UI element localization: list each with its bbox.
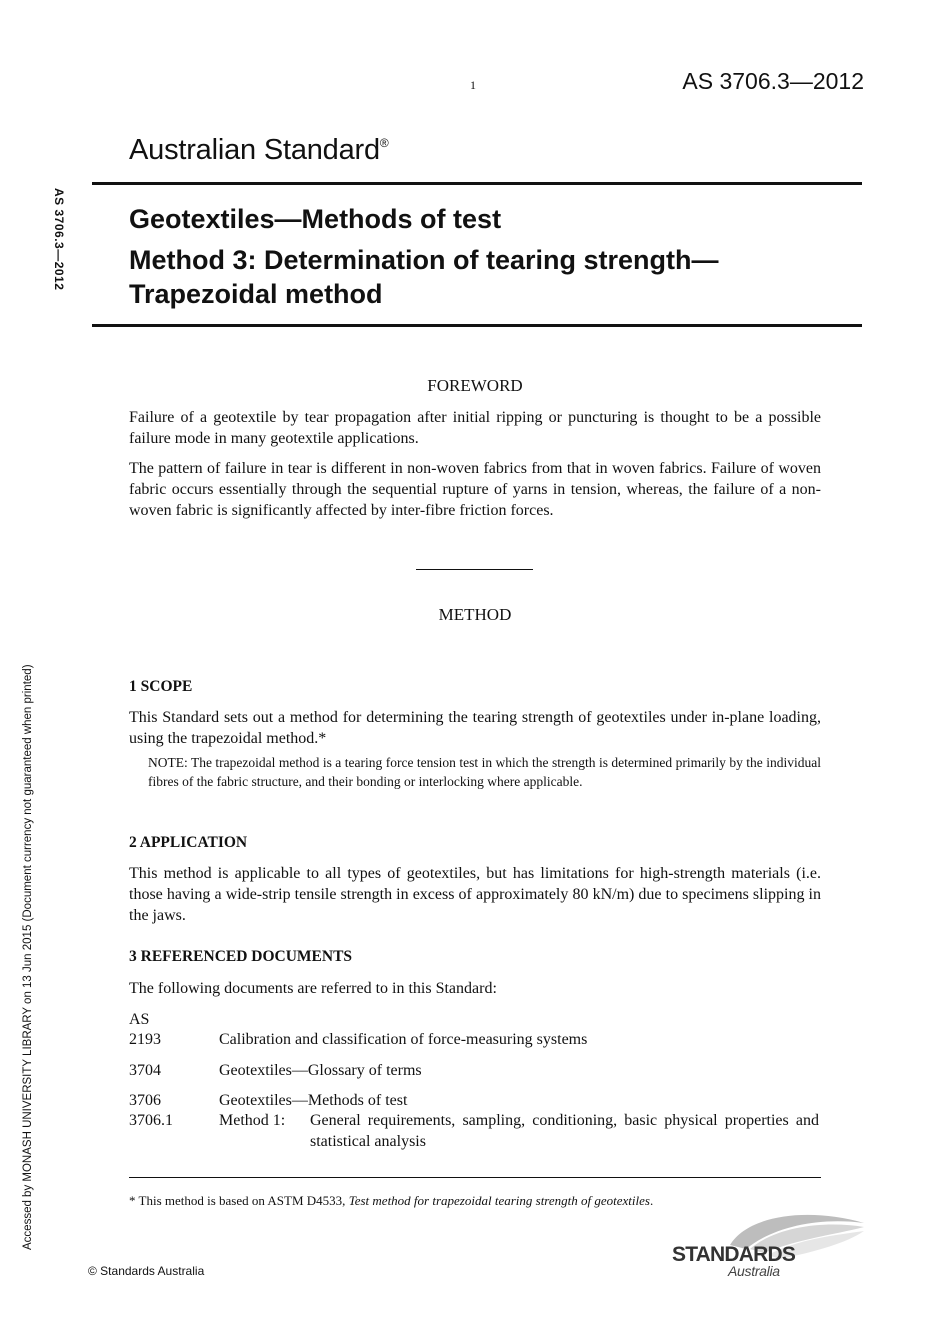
side-standard-code: AS 3706.3—2012 — [52, 188, 66, 291]
reference-item — [129, 1110, 821, 1152]
reference-prefix-row — [129, 1009, 821, 1030]
footnote-rule — [129, 1177, 821, 1178]
foreword-paragraph-1: Failure of a geotextile by tear propagation after initial ripping or puncturing is thought to be a possible failure mode in many geotextile applications. — [129, 409, 821, 447]
foreword-paragraph-2: The pattern of failure in tear is different in non-woven fabrics from that in woven fabrics. Failure of woven fabric occurs essentially through the sequential rupture of yarns in tension, whereas, the failure of a non-woven fabric is significantly affected by inter-fibre friction forces. — [129, 460, 821, 519]
section-application-text: This method is applicable to all types of geotextiles, but has limitations for high-strength materials (i.e. those having a wide-strip tensile strength in excess of approximately 80 kN/m) due to specimens slipping in the jaws. — [129, 865, 821, 924]
footnote-suffix: . — [649, 1193, 654, 1208]
reference-item — [129, 1060, 821, 1081]
reference-title: Calibration and classification of force-measuring systems — [219, 1031, 588, 1048]
subtitle-line-1: Method 3: Determination of tearing strength— — [129, 245, 719, 275]
copyright: © Standards Australia — [88, 1264, 205, 1278]
logo-wordmark: STANDARDS — [672, 1243, 796, 1266]
standard-code: AS 3706.3—2012 — [682, 68, 864, 94]
reference-item — [129, 1090, 821, 1111]
section-references-text: The following documents are referred to in this Standard: — [129, 980, 497, 997]
reference-method-label: Method 1: — [219, 1112, 286, 1129]
section-divider — [416, 569, 533, 570]
section-scope-text: This Standard sets out a method for determining the tearing strength of geotextiles under in-plane loading, using the trapezoidal method.* — [129, 709, 821, 747]
reference-number: 3704 — [129, 1062, 161, 1079]
reference-number: 2193 — [129, 1031, 161, 1048]
registered-mark: ® — [379, 136, 389, 150]
subtitle-line-2: Trapezoidal method — [129, 279, 383, 309]
footnote — [129, 1193, 653, 1209]
document-title: Geotextiles—Methods of test — [129, 204, 502, 234]
section-scope-heading: 1 SCOPE — [129, 678, 193, 695]
document-subtitle — [129, 243, 829, 311]
logo-subtext: Australia — [728, 1263, 780, 1279]
section-scope-note: NOTE: The trapezoidal method is a tearing force tension test in which the strength is determined primarily by the individual fibres of the fabric structure, and their bonding or interlocking where applicable. — [148, 755, 821, 789]
access-note: Accessed by MONASH UNIVERSITY LIBRARY on 13 Jun 2015 (Document currency not guaranteed when printed) — [22, 664, 34, 1250]
title-rule-bottom — [92, 324, 862, 327]
reference-number: 3706.1 — [129, 1112, 173, 1129]
section-references-heading: 3 REFERENCED DOCUMENTS — [129, 948, 353, 965]
reference-number: 3706 — [129, 1092, 161, 1109]
method-heading: METHOD — [438, 605, 512, 624]
reference-title: General requirements, sampling, conditioning, basic physical properties and statistical analysis — [310, 1112, 819, 1150]
reference-title: Geotextiles—Methods of test — [219, 1092, 408, 1109]
reference-title: Geotextiles—Glossary of terms — [219, 1062, 422, 1079]
reference-item — [129, 1029, 821, 1050]
page-number: 1 — [470, 78, 476, 92]
brand-name: Australian Standard — [129, 134, 380, 166]
reference-prefix: AS — [129, 1011, 150, 1028]
section-application-heading: 2 APPLICATION — [129, 834, 248, 851]
brand-title — [129, 134, 389, 167]
footnote-prefix: * This method is based on ASTM D4533, — [129, 1193, 349, 1208]
footnote-title: Test method for trapezoidal tearing strength of geotextiles — [348, 1193, 650, 1208]
title-rule-top — [92, 182, 862, 185]
foreword-heading: FOREWORD — [427, 376, 523, 395]
